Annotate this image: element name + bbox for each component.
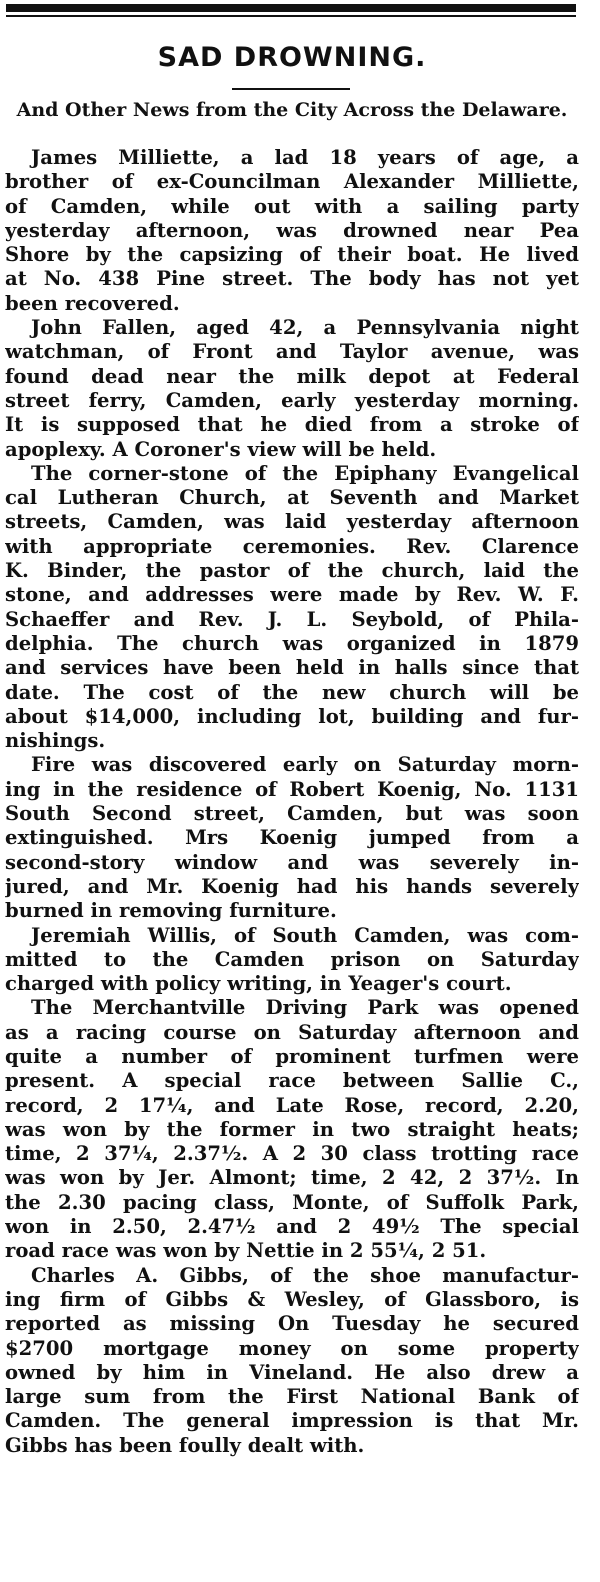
text-line: road race was won by Nettie in 2 55¼, 2 51. (5, 1239, 487, 1263)
text-line: as a racing course on Saturday afternoon and (5, 1020, 579, 1044)
text-line: brother of ex-Councilman Alexander Milliette, (5, 170, 579, 194)
text-line: watchman, of Front and Taylor avenue, was (5, 340, 579, 364)
headline: SAD DROWNING. (157, 42, 427, 73)
text-line: date. The cost of the new church will be (5, 680, 579, 704)
text-line: Camden. The general impression is that Mr. (5, 1409, 579, 1433)
text-line: Fire was discovered early on Saturday morn- (31, 753, 579, 777)
text-line: charged with policy writing, in Yeager's court. (5, 972, 512, 996)
text-line: owned by him in Vineland. He also drew a (5, 1360, 579, 1384)
text-line: streets, Camden, was laid yesterday afternoon (5, 510, 579, 534)
headline-rule (232, 88, 350, 90)
text-line: ing in the residence of Robert Koenig, No. 1131 (5, 777, 579, 801)
text-line: was won by the former in two straight heats; (5, 1117, 579, 1141)
text-line: The corner-stone of the Epiphany Evangelical (31, 461, 579, 485)
text-line: and services have been held in halls since that (5, 656, 579, 680)
text-line: was won by Jer. Almont; time, 2 42, 2 37½. In (5, 1166, 579, 1190)
text-line: of Camden, while out with a sailing party (5, 194, 579, 218)
article-paragraph (5, 924, 579, 997)
text-line: John Fallen, aged 42, a Pennsylvania night (31, 316, 579, 340)
text-line: been recovered. (5, 291, 180, 315)
article-paragraph (5, 146, 579, 316)
article-paragraph (5, 996, 579, 1263)
text-line: found dead near the milk depot at Federal (5, 364, 579, 388)
text-line: burned in removing furniture. (5, 899, 337, 923)
article-body (5, 146, 579, 1458)
article-paragraph (5, 753, 579, 923)
text-line: Charles A. Gibbs, of the shoe manufactur- (31, 1263, 579, 1287)
text-line: extinguished. Mrs Koenig jumped from a (5, 826, 579, 850)
text-line: nishings. (5, 729, 106, 753)
text-line: second-story window and was severely in- (5, 850, 579, 874)
text-line: mitted to the Camden prison on Saturday (5, 947, 579, 971)
text-line: reported as missing On Tuesday he secured (5, 1312, 579, 1336)
masthead-rule-thick (6, 4, 576, 12)
text-line: street ferry, Camden, early yesterday morning. (5, 388, 579, 412)
text-line: present. A special race between Sallie C., (5, 1069, 579, 1093)
article-paragraph (5, 1264, 579, 1458)
text-line: delphia. The church was organized in 1879 (5, 631, 579, 655)
text-line: the 2.30 pacing class, Monte, of Suffolk Park, (5, 1190, 579, 1214)
text-line: Gibbs has been foully dealt with. (5, 1433, 365, 1457)
text-line: The Merchantville Driving Park was opened (31, 996, 579, 1020)
text-line: It is supposed that he died from a stroke of (5, 413, 579, 437)
text-line: James Milliette, a lad 18 years of age, a (31, 146, 579, 169)
article-paragraph (5, 462, 579, 754)
text-line: South Second street, Camden, but was soon (5, 802, 579, 826)
text-line: Jeremiah Willis, of South Camden, was com- (31, 923, 579, 947)
text-line: quite a number of prominent turfmen were (5, 1044, 579, 1068)
text-line: jured, and Mr. Koenig had his hands severely (5, 874, 579, 898)
text-line: stone, and addresses were made by Rev. W. F. (5, 583, 579, 607)
text-line: $2700 mortgage money on some property (5, 1336, 579, 1360)
text-line: ing firm of Gibbs & Wesley, of Glassboro, is (5, 1287, 579, 1311)
masthead-rule-thin (6, 15, 576, 17)
text-line: Schaeffer and Rev. J. L. Seybold, of Phila- (5, 607, 579, 631)
text-line: with appropriate ceremonies. Rev. Clarence (5, 534, 579, 558)
text-line: record, 2 17¼, and Late Rose, record, 2.20, (5, 1093, 579, 1117)
text-line: time, 2 37¼, 2.37½. A 2 30 class trotting race (5, 1142, 579, 1166)
article-paragraph (5, 316, 579, 462)
text-line: apoplexy. A Coroner's view will be held. (5, 437, 437, 461)
text-line: Shore by the capsizing of their boat. He lived (5, 243, 579, 267)
text-line: at No. 438 Pine street. The body has not yet (5, 267, 579, 291)
subheadline: And Other News from the City Across the Delaware. (16, 99, 568, 121)
text-line: cal Lutheran Church, at Seventh and Market (5, 486, 579, 510)
text-line: large sum from the First National Bank of (5, 1385, 579, 1409)
text-line: K. Binder, the pastor of the church, laid the (5, 559, 579, 583)
text-line: about $14,000, including lot, building and fur- (5, 704, 579, 728)
text-line: won in 2.50, 2.47½ and 2 49½ The special (5, 1215, 579, 1239)
text-line: yesterday afternoon, was drowned near Pea (5, 218, 579, 242)
